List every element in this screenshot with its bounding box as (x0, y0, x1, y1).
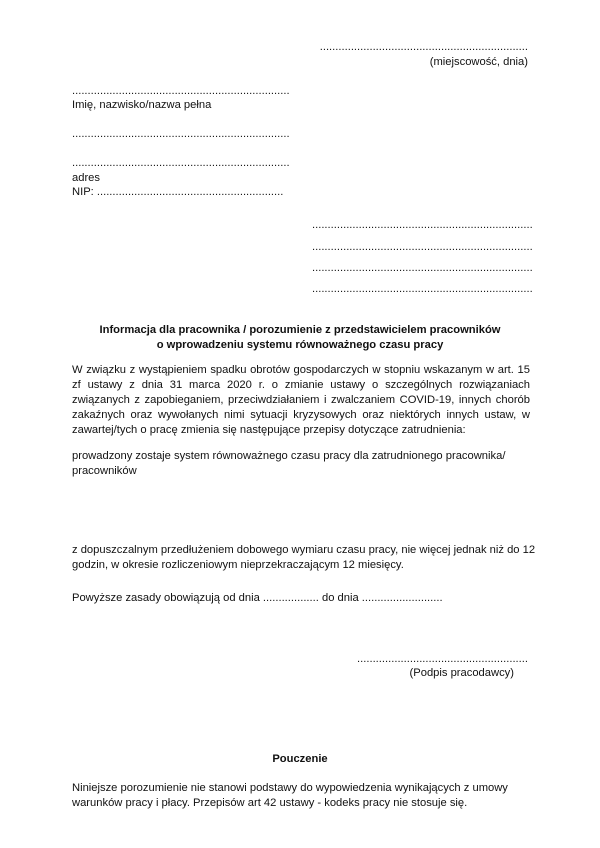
employer-line2-dots: ...................................................................... (72, 128, 290, 140)
place-date-dots: ................................................................... (319, 41, 528, 53)
notice-line-1: Niniejsze porozumienie nie stanowi podstawy do wypowiedzenia wynikających z umowy (72, 782, 508, 794)
place-date-label: (miejscowość, dnia) (429, 56, 528, 68)
employer-address-label: adres (72, 172, 100, 184)
extension-line-1: z dopuszczalnym przedłużeniem dobowego wymiaru czasu pracy, nie więcej jednak niż do 12 (72, 544, 536, 556)
employer-line3-dots: ...................................................................... (72, 157, 290, 169)
recipient-line-2: ....................................................................... (312, 241, 533, 253)
notice-line-2: warunków pracy i płacy. Przepisów art 42 ustawy - kodeks pracy nie stosuje się. (72, 797, 468, 809)
signature-label: (Podpis pracodawcy) (409, 667, 514, 679)
document-title-line-1: Informacja dla pracownika / porozumienie z przedstawicielem pracowników (99, 324, 501, 336)
employer-name-dots: ...................................................................... (72, 85, 290, 97)
employer-name-label: Imię, nazwisko/nazwa pełna (72, 99, 212, 111)
recipient-line-3: ....................................................................... (312, 262, 533, 274)
recipient-line-4: ....................................................................... (312, 283, 533, 295)
intro-paragraph: W związku z wystąpieniem spadku obrotów gospodarczych w stopniu wskazanym w art. 15 zf ustawy z dnia 31 marca 2020 r. o zmianie ustawy o szczególnych rozwiązaniach związanych z zapobieganiem, przeciwdziałaniem i zwalczaniem COVID-19, innych chorób zakaźnych oraz wywołanych nimi sytuacji kryzysowych oraz niektórych innych ustaw, w zawartej/tych o pracę zmienia się następujące przepisy dotyczące zatrudnienia: (72, 364, 530, 437)
recipient-line-1: ....................................................................... (312, 219, 533, 231)
system-line-1: prowadzony zostaje system równoważnego czasu pracy dla zatrudnionego pracownika/ (72, 450, 506, 462)
extension-line-2: godzin, w okresie rozliczeniowym nieprzekraczającym 12 miesięcy. (72, 559, 404, 571)
document-title-line-2: o wprowadzeniu systemu równoważnego czasu pracy (156, 339, 444, 351)
notice-title: Pouczenie (272, 753, 328, 765)
validity-line: Powyższe zasady obowiązują od dnia .................. do dnia .......................... (72, 592, 443, 604)
system-line-2: pracowników (72, 465, 137, 477)
employer-nip-line: NIP: ............................................................ (72, 186, 284, 198)
signature-dots: ....................................................... (357, 653, 528, 665)
